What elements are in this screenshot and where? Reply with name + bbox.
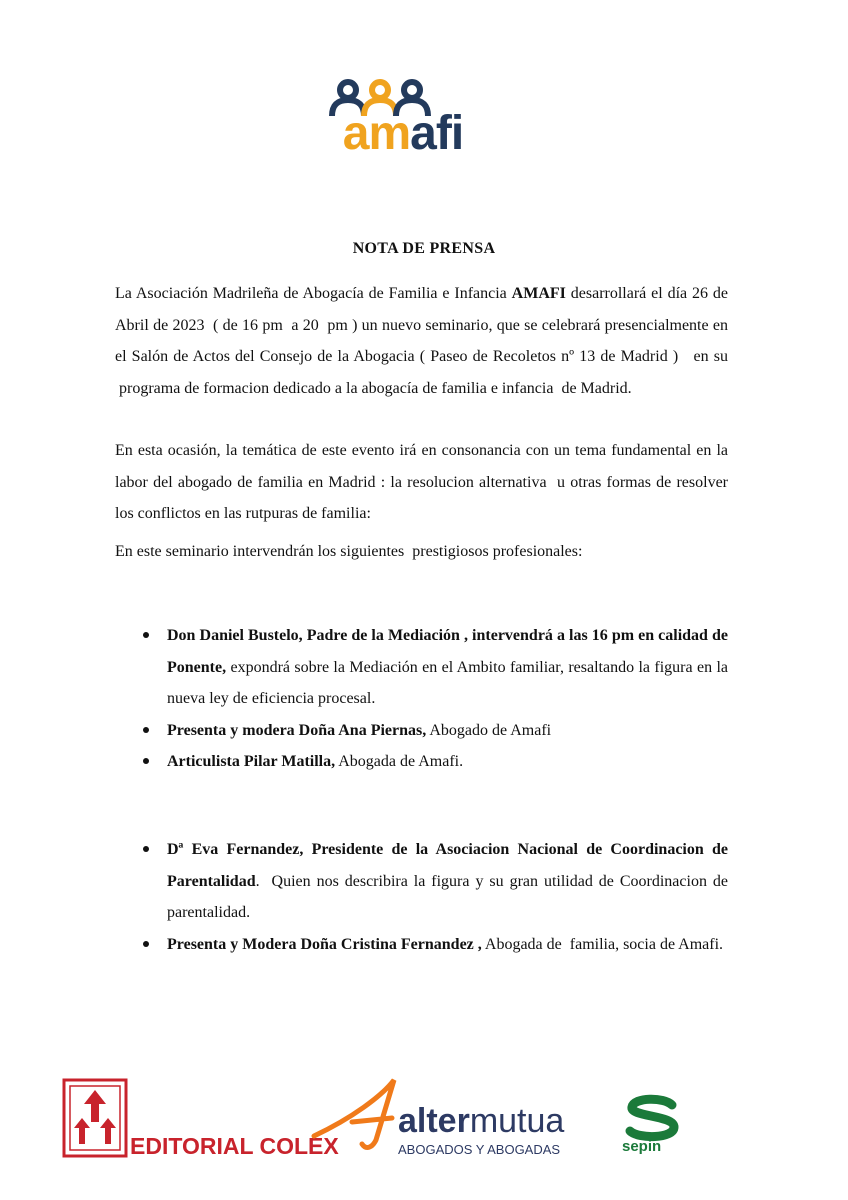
- list-item: Dª Eva Fernandez, Presidente de la Asociacion Nacional de Coordinacion de Parentalidad. Quien nos describira la figura y su gran utilidad de Coordinacion de parentalidad.: [0, 834, 848, 929]
- sepin-logo: [616, 1093, 696, 1153]
- svg-text:sepin: sepin: [622, 1138, 662, 1155]
- amafi-logo: [318, 78, 488, 164]
- altermutua-logo: [312, 1078, 602, 1162]
- intro-paragraph-1: La Asociación Madrileña de Abogacía de Familia e Infancia AMAFI desarrollará el día 26 de Abril de 2023 ( de 16 pm a 20 pm ) un nuevo seminario, que se celebrará presencialmente en el Salón de Actos del Consejo de la Abogacia ( Paseo de Recoletos nº 13 de Madrid ) en su programa de formacion dedicado a la abogacía de familia e infancia de Madrid.: [115, 285, 729, 397]
- speaker-list-1: [0, 620, 848, 778]
- list-item: Presenta y modera Doña Ana Piernas, Abogado de Amafi: [0, 715, 848, 747]
- list-item: Articulista Pilar Matilla, Abogada de Amafi.: [0, 746, 848, 778]
- speaker-list-2: [0, 834, 848, 960]
- intro-paragraph-3: En este seminario intervendrán los siguientes prestigiosos profesionales:: [115, 543, 583, 560]
- list-item: Presenta y Modera Doña Cristina Fernandez , Abogada de familia, socia de Amafi.: [0, 929, 848, 961]
- svg-text:altermutua: altermutua: [398, 1102, 565, 1140]
- amafi-wordmark: amafi: [342, 107, 464, 160]
- colex-name: EDITORIAL COLEX: [130, 1133, 339, 1159]
- svg-text:ABOGADOS Y ABOGADAS: ABOGADOS Y ABOGADAS: [398, 1142, 561, 1157]
- page-title: NOTA DE PRENSA: [352, 240, 496, 257]
- editorial-colex-logo: [62, 1078, 339, 1160]
- list-item: Don Daniel Bustelo, Padre de la Mediación , intervendrá a las 16 pm en calidad de Ponente, expondrá sobre la Mediación en el Ambito familiar, resaltando la figura en la nueva ley de eficiencia procesal.: [0, 620, 848, 715]
- intro-paragraph-2: En esta ocasión, la temática de este evento irá en consonancia con un tema fundamental en la labor del abogado de familia en Madrid : la resolucion alternativa u otras formas de resolver los conflictos en las rutpuras de familia:: [115, 442, 728, 522]
